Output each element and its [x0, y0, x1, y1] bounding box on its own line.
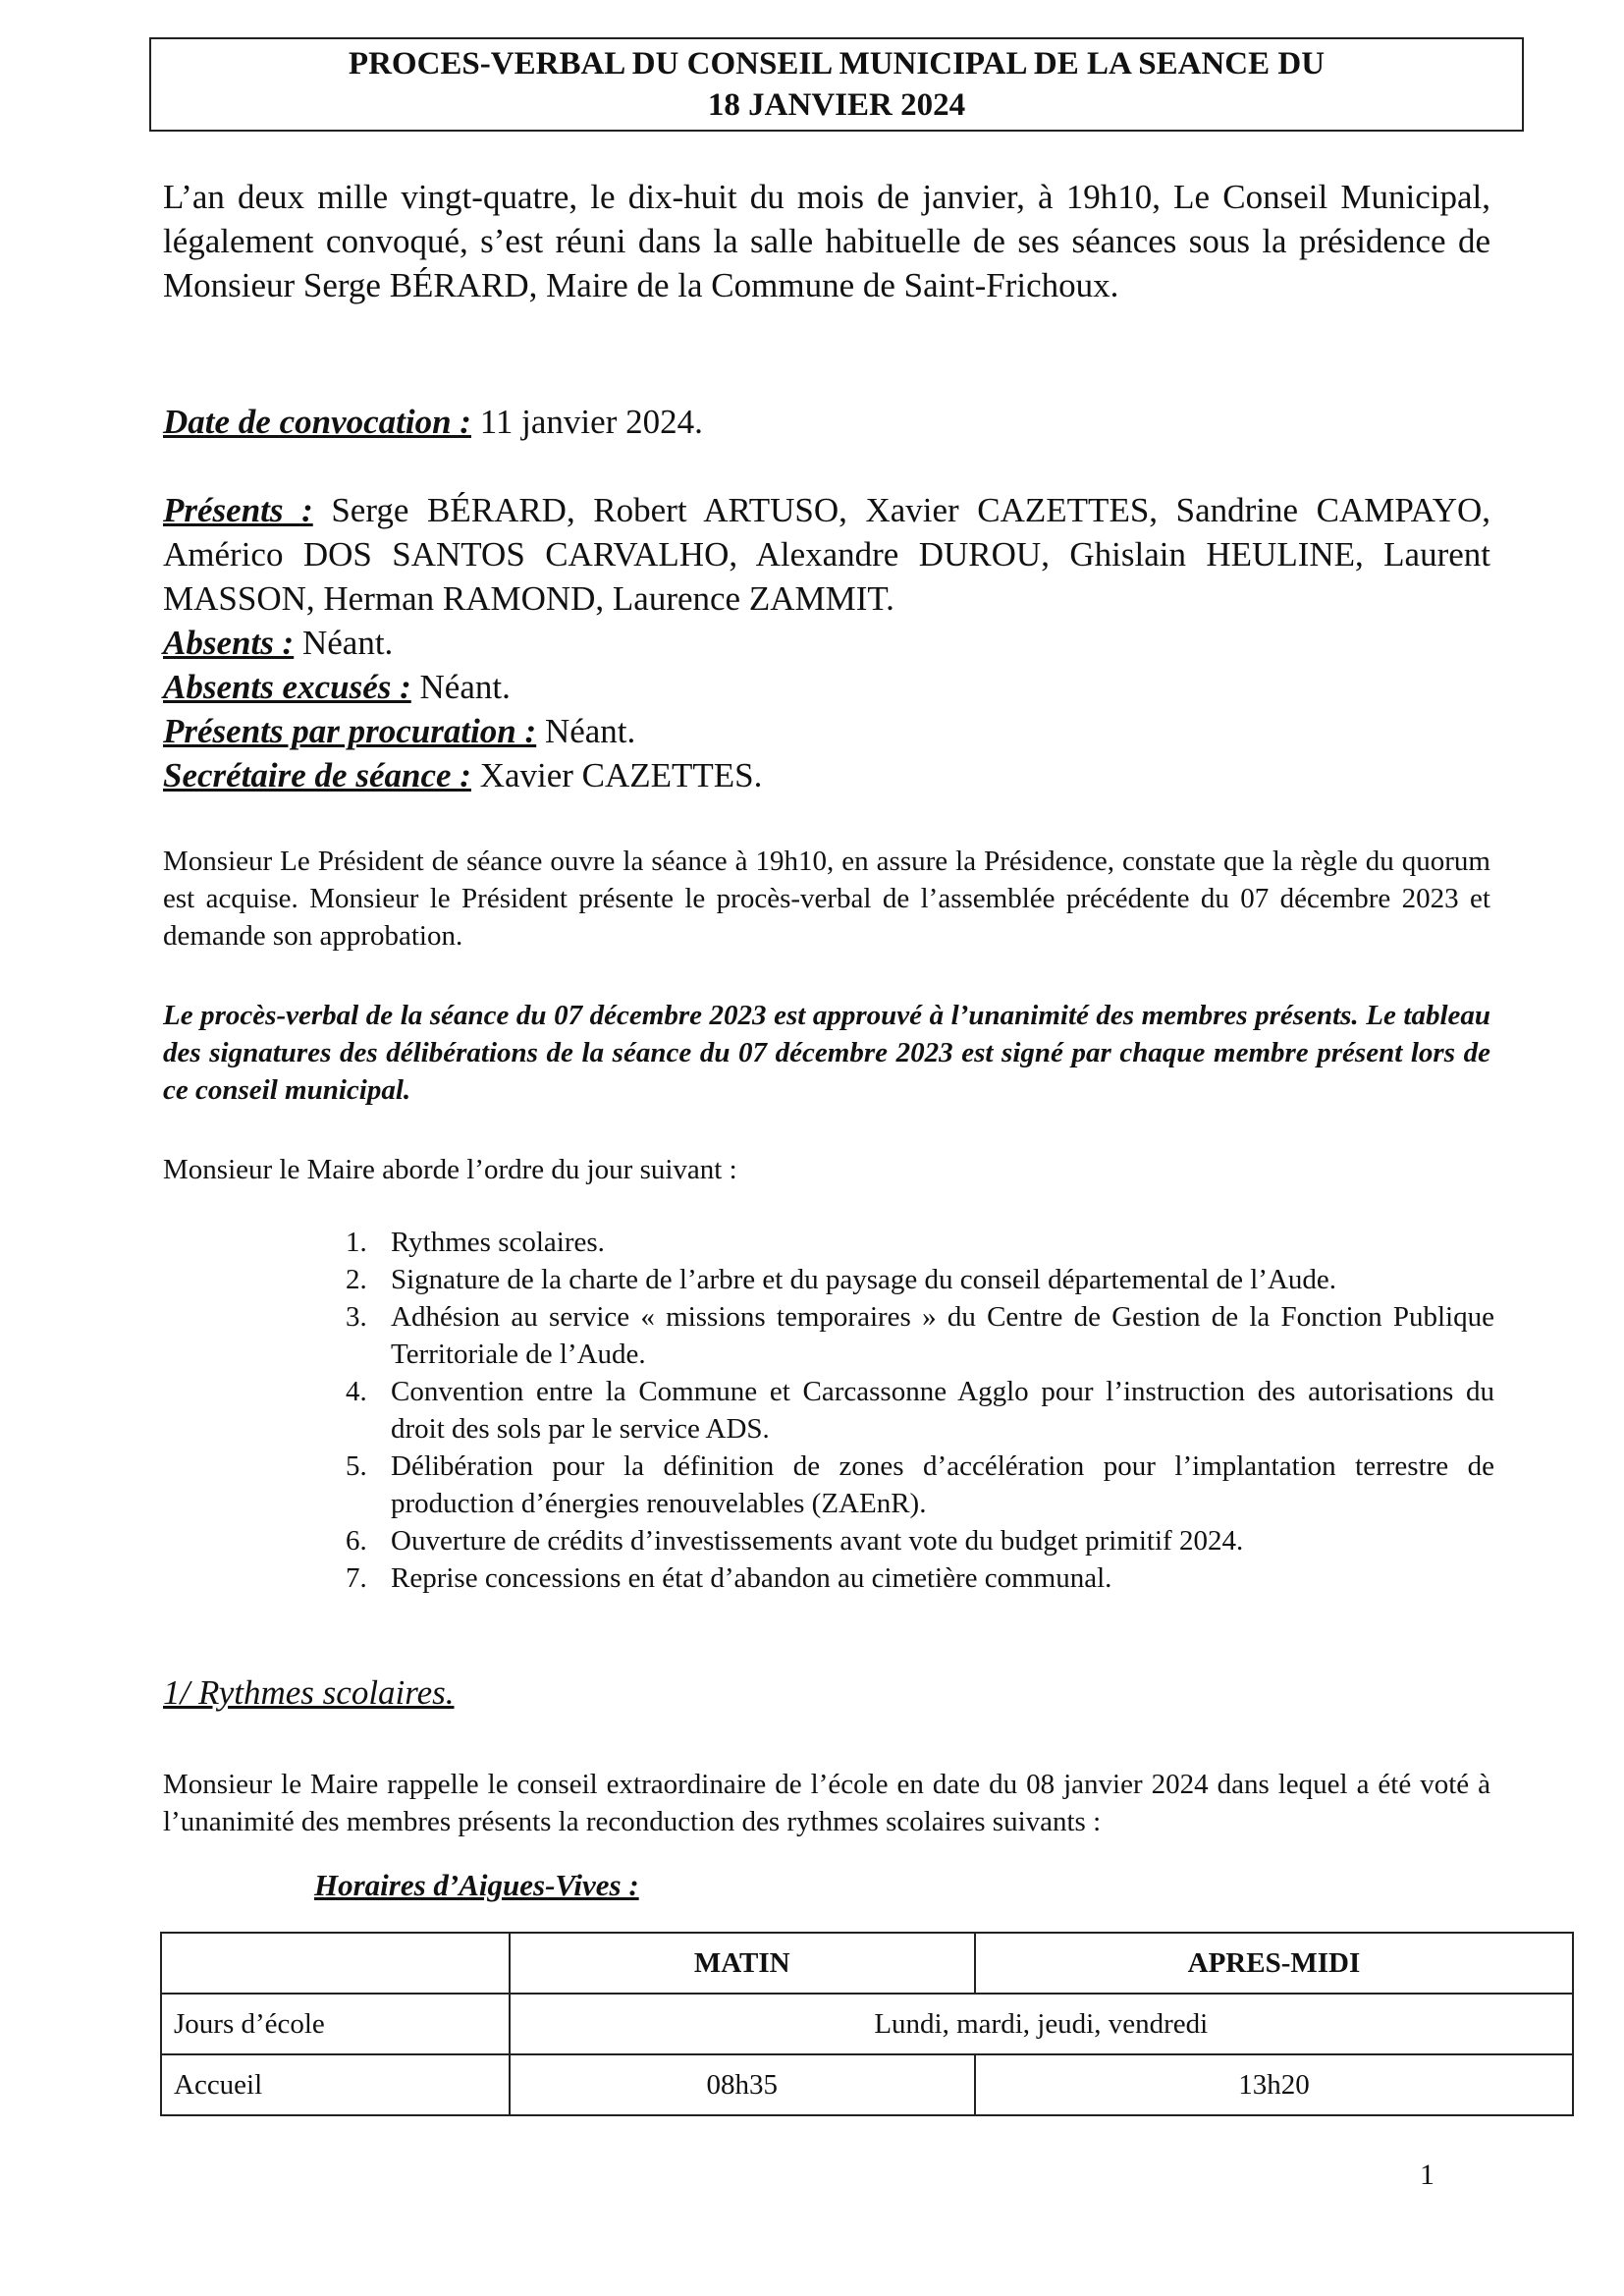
agenda-item [346, 1522, 1494, 1559]
agenda-list [346, 1224, 1494, 1597]
table-cell: 13h20 [975, 2054, 1573, 2115]
agenda-item-number: 1. [346, 1227, 367, 1258]
table-row [161, 1994, 1573, 2054]
title-box [149, 37, 1524, 132]
secretaire-label: Secrétaire de séance : [163, 756, 471, 794]
agenda-item-text: Ouverture de crédits d’investissements avant vote du budget primitif 2024. [391, 1525, 1244, 1557]
procuration-label: Présents par procuration : [163, 712, 537, 750]
page-number: 1 [1420, 2159, 1435, 2191]
horaires-subheading: Horaires d’Aigues-Vives : [314, 1868, 639, 1902]
intro-paragraph: L’an deux mille vingt-quatre, le dix-huit du mois de janvier, à 19h10, Le Conseil Municipal, légalement convoqué, s’est réuni dans la salle habituelle de ses séances sous la présidence de Monsieur Serge BÉRARD, Maire de la Commune de Saint-Frichoux. [163, 178, 1490, 304]
agenda-item-text: Délibération pour la définition de zones d’accélération pour l’implantation terrestre de production d’énergies renouvelables (ZAEnR). [391, 1450, 1494, 1519]
agenda-item-number: 5. [346, 1450, 367, 1482]
absents-excuses-value: Néant. [410, 668, 511, 706]
agenda-item-text: Rythmes scolaires. [391, 1227, 605, 1258]
agenda-item [346, 1298, 1494, 1373]
convocation-label: Date de convocation : [163, 403, 471, 441]
agenda-item-number: 7. [346, 1562, 367, 1594]
section-heading-rythmes: 1/ Rythmes scolaires. [163, 1673, 455, 1712]
agenda-item-number: 3. [346, 1301, 367, 1333]
absents-label: Absents : [163, 624, 295, 662]
agenda-item [346, 1261, 1494, 1298]
approval-paragraph: Le procès-verbal de la séance du 07 décembre 2023 est approuvé à l’unanimité des membres présents. Le tableau des signatures des délibérations de la séance du 07 décembre 2023 est signé par chaque membre présent lors de ce conseil municipal. [163, 1000, 1490, 1106]
presents-paragraph [163, 488, 1490, 621]
absents-excuses-label: Absents excusés : [163, 668, 411, 706]
table-cell: 08h35 [510, 2054, 975, 2115]
table-cell: Lundi, mardi, jeudi, vendredi [510, 1994, 1573, 2054]
secretaire-value: Xavier CAZETTES. [470, 756, 763, 794]
convocation-line [163, 400, 703, 444]
agenda-item-text: Convention entre la Commune et Carcassonne Agglo pour l’instruction des autorisations du droit des sols par le service ADS. [391, 1376, 1494, 1445]
title-line-2: 18 JANVIER 2024 [707, 87, 966, 123]
absents-value: Néant. [294, 624, 394, 662]
agenda-item [346, 1448, 1494, 1522]
absents-line [163, 621, 393, 665]
agenda-item [346, 1224, 1494, 1261]
opening-paragraph: Monsieur Le Président de séance ouvre la séance à 19h10, en assure la Présidence, constate que la règle du quorum est acquise. Monsieur le Président présente le procès-verbal de l’assemblée précédente du 07 décembre 2023 et demande son approbation. [163, 846, 1490, 952]
presents-value: Serge BÉRARD, Robert ARTUSO, Xavier CAZETTES, Sandrine CAMPAYO, Américo DOS SANTOS CARVALHO, Alexandre DUROU, Ghislain HEULINE, Laurent MASSON, Herman RAMOND, Laurence ZAMMIT. [163, 491, 1490, 618]
secretaire-line [163, 753, 762, 797]
table-empty-corner [161, 1933, 510, 1994]
table-header-matin: MATIN [510, 1933, 975, 1994]
convocation-value: 11 janvier 2024. [470, 403, 703, 441]
presents-label: Présents : [163, 491, 313, 529]
agenda-item-number: 6. [346, 1525, 367, 1557]
table-header-apres-midi: APRES-MIDI [975, 1933, 1573, 1994]
table-row-label: Accueil [161, 2054, 510, 2115]
agenda-item [346, 1559, 1494, 1597]
table-row-label: Jours d’école [161, 1994, 510, 2054]
agenda-item-number: 4. [346, 1376, 367, 1407]
table-header-row [161, 1933, 1573, 1994]
agenda-item [346, 1373, 1494, 1448]
procuration-value: Néant. [536, 712, 636, 750]
horaires-table [160, 1932, 1574, 2116]
title-line-1: PROCES-VERBAL DU CONSEIL MUNICIPAL DE LA SEANCE DU [348, 46, 1326, 82]
table-row [161, 2054, 1573, 2115]
agenda-item-text: Signature de la charte de l’arbre et du paysage du conseil départemental de l’Aude. [391, 1264, 1337, 1295]
rythmes-paragraph: Monsieur le Maire rappelle le conseil extraordinaire de l’école en date du 08 janvier 2024 dans lequel a été voté à l’unanimité des membres présents la reconduction des rythmes scolaires suivants : [163, 1769, 1490, 1837]
procuration-line [163, 709, 635, 753]
agenda-item-text: Reprise concessions en état d’abandon au cimetière communal. [391, 1562, 1112, 1594]
agenda-item-number: 2. [346, 1264, 367, 1295]
agenda-item-text: Adhésion au service « missions temporaires » du Centre de Gestion de la Fonction Publique Territoriale de l’Aude. [391, 1301, 1494, 1370]
ordre-du-jour-intro: Monsieur le Maire aborde l’ordre du jour suivant : [163, 1154, 737, 1185]
absents-excuses-line [163, 665, 511, 709]
